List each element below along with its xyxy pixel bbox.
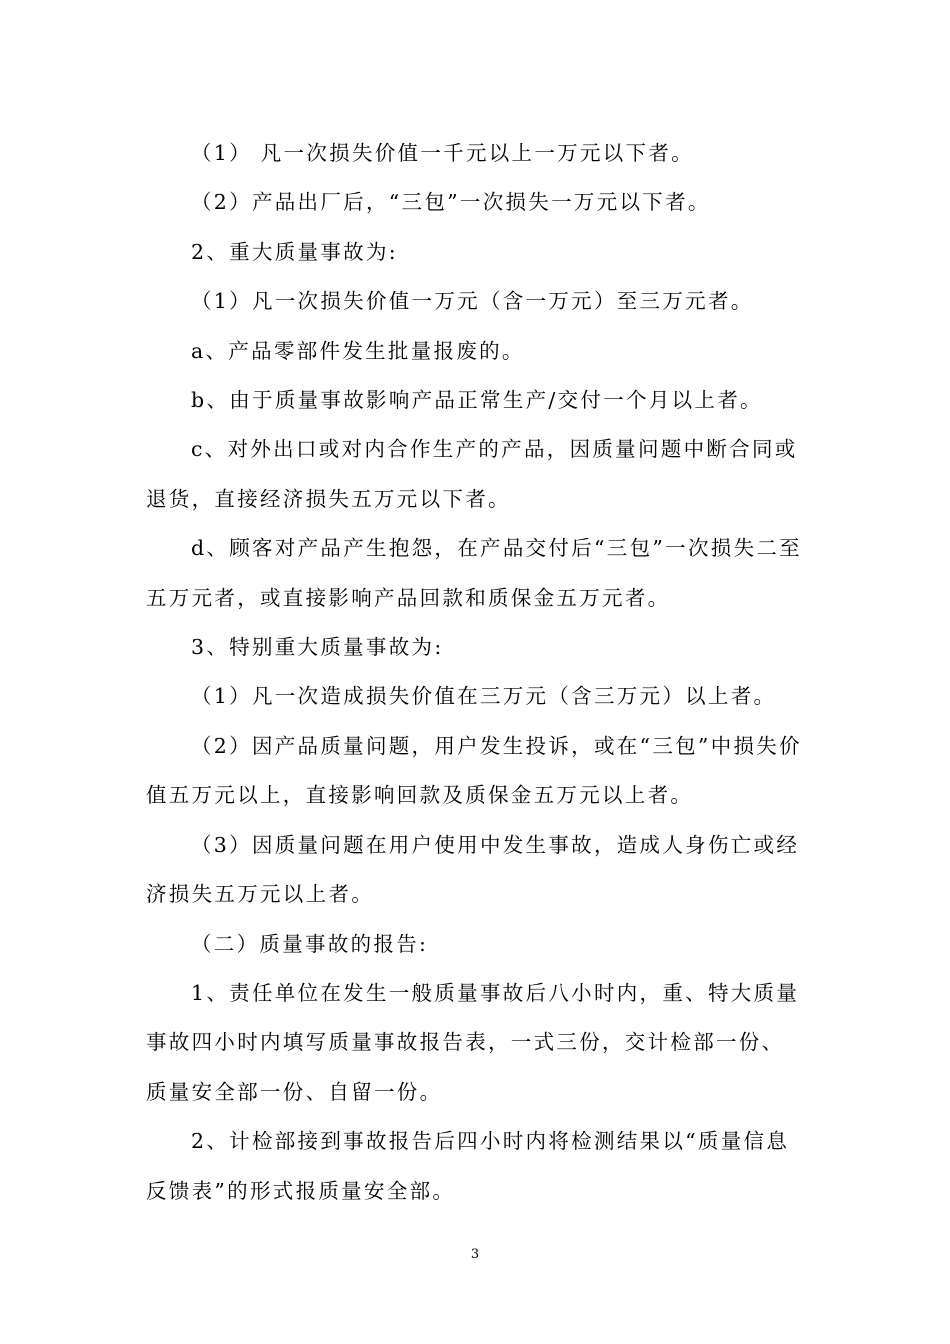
heading-especially-major-accident: 3、特别重大质量事故为: <box>191 635 444 660</box>
paragraph-export-contract: c、对外出口或对内合作生产的产品，因质量问题中断合同或退货，直接经济损失五万元以下者。 <box>146 437 798 511</box>
paragraph-user-complaint: （2）因产品质量问题，用户发生投诉，或在“三包”中损失价值五万元以上，直接影响回款及质保金五万元以上者。 <box>146 733 802 808</box>
paragraph-loss-1k-10k: （1） 凡一次损失价值一千元以上一万元以下者。 <box>191 141 694 165</box>
heading-major-accident: 2、重大质量事故为: <box>191 239 398 264</box>
document-body <box>146 129 806 1216</box>
paragraph-report-timing: 1、责任单位在发生一般质量事故后八小时内，重、特大质量事故四小时内填写质量事故报告表，一式三份，交计检部一份、质量安全部一份、自留一份。 <box>146 980 800 1104</box>
paragraph-casualty: （3）因质量问题在用户使用中发生事故，造成人身伤亡或经济损失五万元以上者。 <box>146 832 800 907</box>
page-number: 3 <box>470 1247 480 1262</box>
paragraph-batch-scrap: a、产品零部件发生批量报废的。 <box>191 338 525 363</box>
paragraph-production-delay: b、由于质量事故影响产品正常生产/交付一个月以上者。 <box>191 388 763 413</box>
heading-accident-report: （二）质量事故的报告: <box>191 931 429 956</box>
paragraph-inspection-feedback: 2、计检部接到事故报告后四小时内将检测结果以“质量信息反馈表”的形式报质量安全部。 <box>146 1129 790 1203</box>
paragraph-three-guarantees-under-10k: （2）产品出厂后，“三包”一次损失一万元以下者。 <box>191 190 711 215</box>
paragraph-customer-complaint: d、顾客对产品产生抱怨，在产品交付后“三包”一次损失二至五万元者，或直接影响产品回款和质保金五万元者。 <box>146 536 802 610</box>
paragraph-loss-over-30k: （1）凡一次造成损失价值在三万元（含三万元）以上者。 <box>191 684 777 709</box>
paragraph-loss-10k-30k: （1）凡一次损失价值一万元（含一万元）至三万元者。 <box>191 289 754 314</box>
